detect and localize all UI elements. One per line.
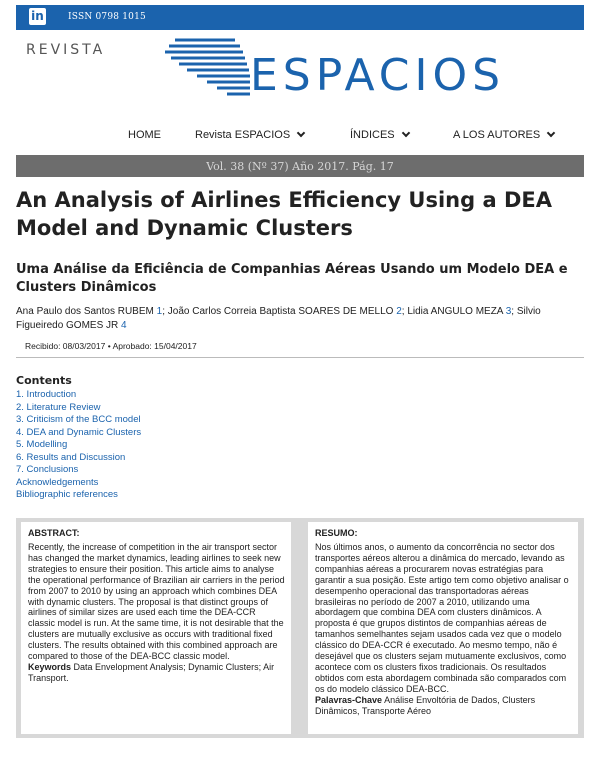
toc-item <box>16 402 141 415</box>
toc-link[interactable]: 7. Conclusions <box>16 464 79 475</box>
resumo-keywords <box>315 695 572 717</box>
received-approved-dates: Recibido: 08/03/2017 • Aprobado: 15/04/2017 <box>25 341 197 351</box>
author-ref-link[interactable]: 3 <box>505 306 512 317</box>
divider <box>16 357 584 358</box>
resumo-column <box>308 522 578 734</box>
nav-autores-label: A LOS AUTORES <box>453 129 541 141</box>
abstract-keywords <box>28 662 285 684</box>
nav-indices-label: ÍNDICES <box>350 129 395 141</box>
toc-item <box>16 389 141 402</box>
toc-link[interactable]: 4. DEA and Dynamic Clusters <box>16 426 142 438</box>
toc-link[interactable]: 1. Introduction <box>16 389 77 400</box>
toc-link[interactable]: 3. Criticism of the BCC model <box>16 414 141 425</box>
toc-item <box>16 464 141 477</box>
nav-a-los-autores[interactable] <box>453 129 554 141</box>
keywords-label: Keywords <box>28 661 72 672</box>
nav-revista-espacios[interactable] <box>195 129 304 141</box>
toc-link[interactable]: 6. Results and Discussion <box>16 451 126 463</box>
resumo-text: Nos últimos anos, o aumento da concorrência no sector dos transportes aéreos alterou a dinâmica do mercado, levando as companhias aéreas a procurarem novas estratégias para garantir a sua posição. Este artigo tem como objetivo analisar o desempenho operacional das transportadoras aéreas brasileiras no período de 2007 a 2010, utilizando uma abordagem que combina DEA com clusters dinâmicos. A proposta é que grupos distintos de companhias aéreas de tamanhos semelhantes sejam usados cada vez que o modelo clássico do DEA-CCR é executado. Ao mesmo tempo, não é desejável que os clusters sejam mutuamente exclusivos, como acontece com os clusters fixos tradicionais. Os resultados obtidos com esta abordagem combinada são comparados com os do modelo clássico DEA-BCC. <box>315 542 569 694</box>
author-list: Ana Paulo dos Santos RUBEM 1; João Carlos Correia Baptista SOARES DE MELLO 2; Lidia ANGULO MEZA 3; Silvio Figueiredo GOMES JR 4 <box>16 306 541 331</box>
chevron-down-icon <box>547 129 555 137</box>
author-name: Lidia ANGULO MEZA <box>407 306 503 317</box>
toc-link[interactable]: 5. Modelling <box>16 439 68 450</box>
toc-link[interactable]: 2. Literature Review <box>16 401 101 413</box>
toc-item <box>16 427 141 440</box>
author-ref-link[interactable]: 2 <box>396 306 402 317</box>
issn-label: ISSN 0798 1015 <box>68 12 146 22</box>
toc-item <box>16 452 141 465</box>
toc-item <box>16 477 141 490</box>
toc-link[interactable]: Bibliographic references <box>16 489 118 500</box>
abstract-heading: ABSTRACT: <box>28 528 80 538</box>
abstract-box <box>16 518 584 738</box>
logo-revista: REVISTA <box>26 42 106 58</box>
contents-heading: Contents <box>16 374 72 387</box>
nav-home[interactable]: HOME <box>128 129 161 141</box>
main-nav <box>0 129 600 145</box>
author-ref-link[interactable]: 4 <box>121 320 127 331</box>
nav-indices[interactable] <box>350 129 409 141</box>
author-name: Silvio Figueiredo GOMES JR <box>16 306 541 331</box>
toc-item <box>16 489 141 502</box>
author-ref-link[interactable]: 1 <box>156 306 163 317</box>
palavras-chave-label: Palavras-Chave <box>315 694 383 705</box>
logo-espacios: ESPACIOS <box>250 50 506 101</box>
table-of-contents <box>16 389 141 502</box>
top-bar <box>16 5 584 30</box>
toc-item <box>16 439 141 452</box>
nav-revista-label: Revista ESPACIOS <box>195 129 291 141</box>
keywords-text: Data Envelopment Analysis; Dynamic Clusters; Air Transport. <box>28 661 275 683</box>
chevron-down-icon <box>401 129 409 137</box>
abstract-text: Recently, the increase of competition in the air transport sector has changed the market dynamics, leading airlines to seek new strategies to ensure their position. This article aims to analyse the operational performance of Brazilian air carriers in the period from 2007 to 2010 by using an approach which combines DEA with dynamic clusters. The proposal is that distinct groups of airlines of similar sizes are used each time the DEA-CCR classic model is run. At the same time, it is not desirable that the clusters are mutually exclusive as occurs with traditional fixed clusters. The results obtained with this combined approach are compared to those of the DEA-BCC classic model. <box>28 542 285 662</box>
toc-item <box>16 414 141 427</box>
author-name: João Carlos Correia Baptista SOARES DE MELLO <box>167 306 394 317</box>
toc-link[interactable]: Acknowledgements <box>16 476 99 488</box>
linkedin-icon[interactable]: in <box>29 8 46 25</box>
resumo-heading: RESUMO: <box>315 528 358 538</box>
volume-bar <box>16 155 584 177</box>
palavras-chave-text: Análise Envoltória de Dados, Clusters Dinâmicos, Transporte Aéreo <box>315 694 536 716</box>
abstract-column <box>21 522 291 734</box>
article-subtitle: Uma Análise da Eficiência de Companhias Aéreas Usando um Modelo DEA e Clusters Dinâmicos <box>16 262 568 295</box>
volume-info: Vol. 38 (Nº 37) Año 2017. Pág. 17 <box>206 160 394 173</box>
article-title: An Analysis of Airlines Efficiency Using a DEA Model and Dynamic Clusters <box>16 188 552 240</box>
author-name: Ana Paulo dos Santos RUBEM <box>16 306 154 317</box>
chevron-down-icon <box>297 129 305 137</box>
